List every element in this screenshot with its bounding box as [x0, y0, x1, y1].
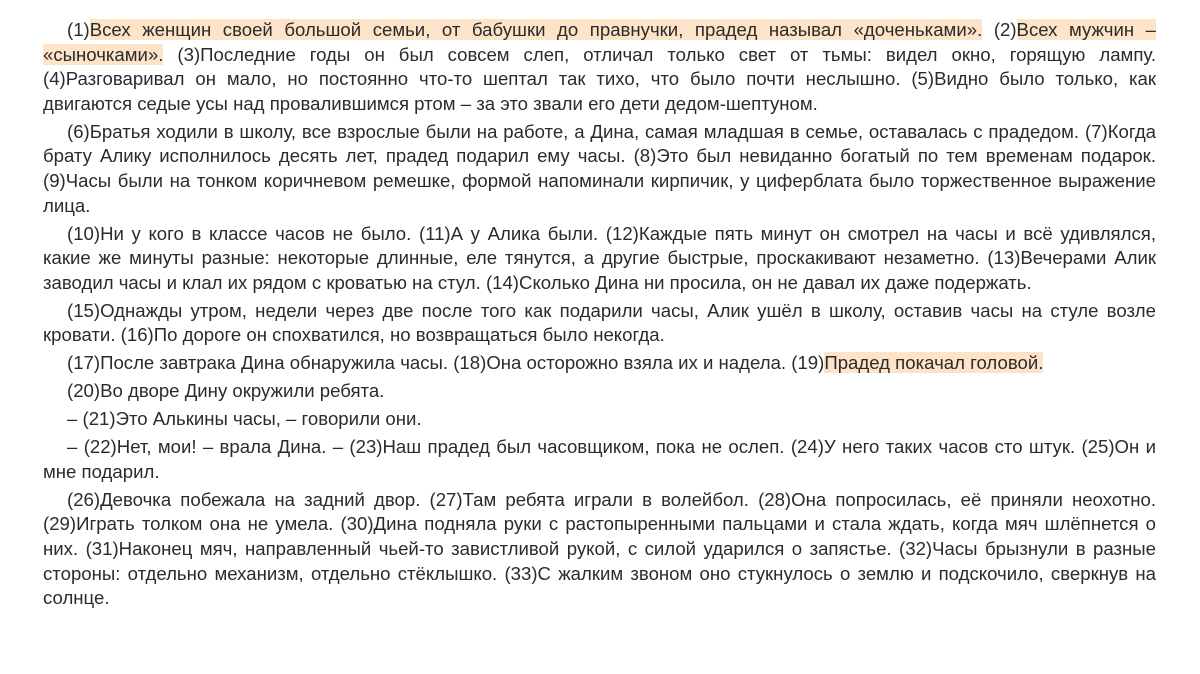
paragraph	[43, 120, 1156, 218]
sentence-number: (17)	[67, 352, 101, 374]
sentence-text: Братья ходили в школу, все взрослые были на работе, а Дина, самая младшая в семье, оставалась с прадедом.	[89, 120, 1080, 142]
sentence-number: (5)	[911, 68, 935, 90]
sentence-text: Когда брату Алику исполнилось десять лет, прадед подарил ему часы.	[43, 120, 1157, 167]
sentence-text: Это был невиданно богатый по тем временам подарок.	[656, 145, 1156, 167]
highlighted-sentence: Всех женщин своей большой семьи, от бабушки до правнучки, прадед называл «доченьками».	[89, 19, 983, 40]
sentence-text: У него таких часов сто штук.	[823, 436, 1076, 458]
sentence-text: Там ребята играли в волейбол.	[462, 488, 749, 510]
sentence-text: Наконец мяч, направленный чьей-то завистливой рукой, с силой ударился о запястье.	[118, 538, 892, 559]
paragraph	[43, 488, 1156, 611]
sentence-text: Он и мне подарил.	[43, 436, 1156, 482]
sentence-number: (7)	[1084, 120, 1108, 142]
sentence-number: (2)	[993, 19, 1017, 40]
sentence-text: Это Алькины часы, – говорили они.	[115, 408, 422, 430]
sentence-number: (27)	[429, 488, 463, 510]
sentence-number: (25)	[1081, 436, 1115, 458]
paragraph	[43, 407, 1156, 432]
sentence-text: Она осторожно взяла их и надела.	[486, 352, 787, 374]
paragraph	[43, 222, 1156, 296]
sentence-text: Ни у кого в классе часов не было.	[100, 222, 412, 244]
sentence-number: (20)	[67, 380, 101, 402]
paragraph	[43, 18, 1156, 116]
sentence-number: (9)	[43, 169, 66, 191]
sentence-number: (13)	[987, 247, 1021, 269]
highlighted-sentence: Прадед покачал головой.	[824, 352, 1044, 374]
sentence-number: (1)	[67, 19, 90, 40]
sentence-number: (10)	[67, 222, 101, 244]
sentence-text: Дина подняла руки с растопыренными пальцами и стала ждать, когда мяч шлёпнется о них.	[43, 513, 1156, 559]
sentence-number: (14)	[485, 271, 520, 293]
sentence-number: (18)	[453, 352, 487, 374]
sentence-number: (19)	[791, 352, 825, 374]
sentence-number: (12)	[605, 222, 639, 244]
sentence-text: Она попросилась, её приняли неохотно.	[791, 488, 1157, 510]
sentence-number: (11)	[418, 222, 451, 244]
sentence-text: Сколько Дина ни просила, он не давал их даже подержать.	[519, 271, 1032, 293]
sentence-text: Наш прадед был часовщиком, пока не ослеп.	[382, 436, 785, 458]
sentence-number: (28)	[758, 488, 792, 510]
sentence-number: (30)	[340, 513, 374, 535]
dialogue-dash: –	[67, 436, 84, 458]
sentence-text: Вечерами Алик заводил часы и клал их рядом с кроватью на стул.	[43, 247, 1156, 293]
sentence-number: (33)	[504, 562, 538, 584]
sentence-number: (4)	[43, 68, 66, 90]
sentence-text: Последние годы он был совсем слеп, отличал только свет от тьмы: видел окно, горящую лампу.	[200, 43, 1156, 65]
sentence-text: После завтрака Дина обнаружила часы.	[100, 352, 449, 374]
highlighted-sentence: Всех мужчин – «сыночками».	[43, 19, 1157, 65]
sentence-text: Играть толком она не умела.	[76, 513, 334, 535]
sentence-number: (24)	[790, 436, 824, 458]
sentence-number: (8)	[633, 145, 657, 167]
sentence-number: (3)	[177, 43, 201, 65]
sentence-number: (16)	[120, 324, 154, 346]
sentence-number: (15)	[67, 299, 101, 321]
sentence-text: С жалким звоном оно стукнулось о землю и подскочило, сверкнув на солнце.	[43, 562, 1156, 609]
sentence-number: (23)	[349, 436, 383, 458]
sentence-text: Нет, мои! – врала Дина. –	[116, 436, 344, 458]
paragraph	[43, 351, 1156, 376]
sentence-text: Разговаривал он мало, но постоянно что-то шептал так тихо, что было почти неслышно.	[65, 68, 901, 90]
paragraph	[43, 299, 1156, 348]
sentence-number: (31)	[85, 538, 119, 559]
sentence-number: (26)	[67, 488, 101, 510]
sentence-text: Во дворе Дину окружили ребята.	[100, 380, 385, 402]
sentence-text: Часы брызнули в разные стороны: отдельно механизм, отдельно стёклышко.	[43, 538, 1156, 584]
sentence-number: (21)	[82, 408, 116, 430]
dialogue-dash: –	[67, 408, 83, 430]
sentence-text: По дороге он спохватился, но возвращаться было некогда.	[153, 324, 665, 346]
sentence-number: (29)	[43, 513, 77, 535]
sentence-text: Каждые пять минут он смотрел на часы и всё удивлялся, какие же минуты разные: некоторые длинные, еле тянутся, а другие быстрые, проскакивают незаметно.	[43, 222, 1157, 269]
sentence-number: (22)	[83, 436, 117, 458]
sentence-text: Видно было только, как двигаются седые усы над провалившимся ртом – за это звали его дети дедом-шептуном.	[43, 68, 1156, 114]
paragraph	[43, 379, 1156, 404]
sentence-text: Однажды утром, недели через две после того как подарили часы, Алик ушёл в школу, оставив часы на стуле возле кровати.	[43, 299, 1156, 346]
sentence-text: Часы были на тонком коричневом ремешке, формой напоминали кирпичик, у циферблата было торжественное выражение лица.	[43, 169, 1156, 216]
sentence-number: (32)	[899, 538, 933, 559]
sentence-text: Девочка побежала на задний двор.	[100, 488, 421, 510]
sentence-text: А у Алика были.	[450, 222, 599, 244]
sentence-number: (6)	[67, 120, 90, 142]
paragraph	[43, 435, 1156, 484]
